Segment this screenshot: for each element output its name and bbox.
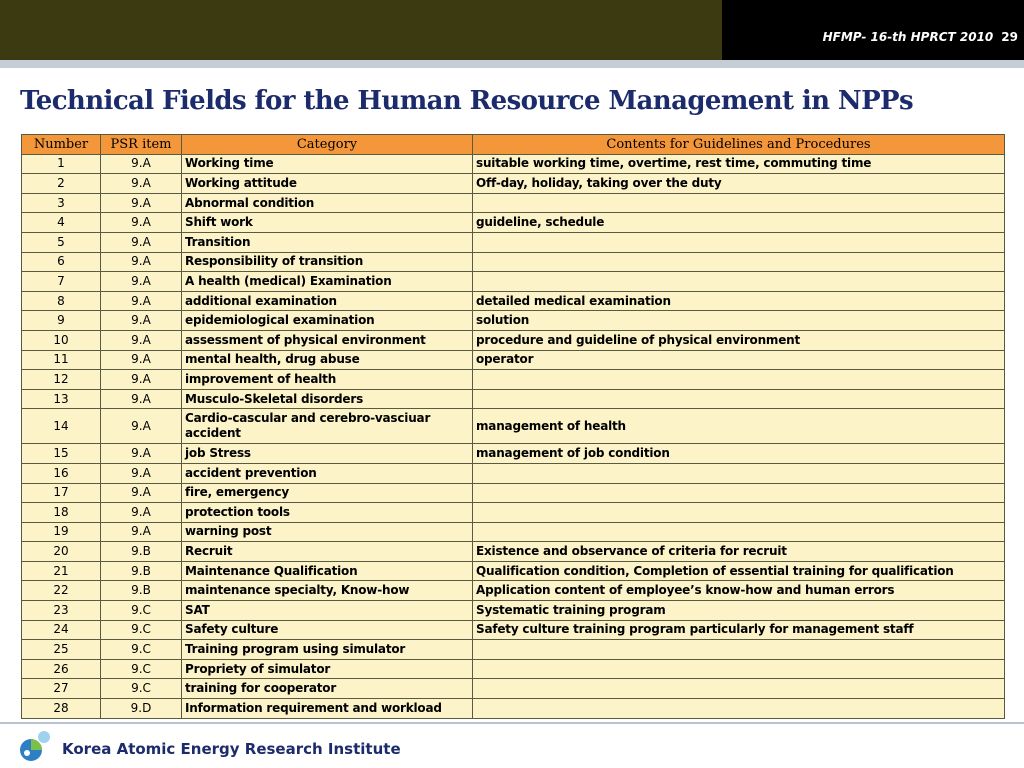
cell-category: Recruit bbox=[182, 542, 473, 562]
cell-category: Transition bbox=[182, 232, 473, 252]
table-row bbox=[22, 503, 1005, 523]
table-row bbox=[22, 561, 1005, 581]
column-header-number: Number bbox=[22, 135, 101, 155]
cell-category: mental health, drug abuse bbox=[182, 350, 473, 370]
cell-category: assessment of physical environment bbox=[182, 330, 473, 350]
cell-contents: Application content of employee’s know-how and human errors bbox=[473, 581, 1005, 601]
cell-number: 7 bbox=[22, 272, 101, 292]
cell-number: 23 bbox=[22, 601, 101, 621]
cell-category: job Stress bbox=[182, 444, 473, 464]
cell-category: SAT bbox=[182, 601, 473, 621]
cell-contents: procedure and guideline of physical environment bbox=[473, 330, 1005, 350]
conference-label: HFMP- 16-th HPRCT 2010 bbox=[822, 30, 994, 44]
cell-contents bbox=[473, 503, 1005, 523]
table-row bbox=[22, 370, 1005, 390]
cell-number: 22 bbox=[22, 581, 101, 601]
cell-contents: guideline, schedule bbox=[473, 213, 1005, 233]
cell-category: A health (medical) Examination bbox=[182, 272, 473, 292]
cell-number: 20 bbox=[22, 542, 101, 562]
cell-psr-item: 9.A bbox=[101, 252, 182, 272]
cell-psr-item: 9.A bbox=[101, 503, 182, 523]
cell-psr-item: 9.A bbox=[101, 272, 182, 292]
table-row bbox=[22, 522, 1005, 542]
cell-number: 16 bbox=[22, 463, 101, 483]
table-row bbox=[22, 699, 1005, 719]
cell-category: Safety culture bbox=[182, 620, 473, 640]
cell-psr-item: 9.A bbox=[101, 370, 182, 390]
cell-contents bbox=[473, 389, 1005, 409]
cell-psr-item: 9.C bbox=[101, 620, 182, 640]
cell-contents bbox=[473, 699, 1005, 719]
table-row bbox=[22, 483, 1005, 503]
cell-contents: Safety culture training program particularly for management staff bbox=[473, 620, 1005, 640]
table-row bbox=[22, 272, 1005, 292]
table-row bbox=[22, 620, 1005, 640]
table-row bbox=[22, 350, 1005, 370]
cell-category: protection tools bbox=[182, 503, 473, 523]
cell-number: 11 bbox=[22, 350, 101, 370]
page-number: 29 bbox=[1001, 30, 1018, 44]
cell-psr-item: 9.A bbox=[101, 330, 182, 350]
cell-number: 10 bbox=[22, 330, 101, 350]
slide-header bbox=[823, 30, 1018, 44]
table-row bbox=[22, 291, 1005, 311]
cell-contents bbox=[473, 252, 1005, 272]
cell-contents bbox=[473, 522, 1005, 542]
cell-contents bbox=[473, 232, 1005, 252]
cell-contents bbox=[473, 640, 1005, 660]
cell-psr-item: 9.A bbox=[101, 154, 182, 174]
cell-number: 17 bbox=[22, 483, 101, 503]
table-row bbox=[22, 252, 1005, 272]
cell-number: 3 bbox=[22, 193, 101, 213]
cell-category: training for cooperator bbox=[182, 679, 473, 699]
slide-title: Technical Fields for the Human Resource Management in NPPs bbox=[20, 86, 914, 116]
cell-category: Musculo-Skeletal disorders bbox=[182, 389, 473, 409]
organization-name: Korea Atomic Energy Research Institute bbox=[62, 740, 401, 758]
cell-psr-item: 9.A bbox=[101, 389, 182, 409]
cell-number: 27 bbox=[22, 679, 101, 699]
cell-contents: solution bbox=[473, 311, 1005, 331]
cell-psr-item: 9.C bbox=[101, 640, 182, 660]
cell-number: 9 bbox=[22, 311, 101, 331]
cell-psr-item: 9.C bbox=[101, 659, 182, 679]
cell-contents bbox=[473, 272, 1005, 292]
table-row bbox=[22, 542, 1005, 562]
cell-contents: Existence and observance of criteria for recruit bbox=[473, 542, 1005, 562]
cell-psr-item: 9.A bbox=[101, 174, 182, 194]
cell-contents: operator bbox=[473, 350, 1005, 370]
table-row bbox=[22, 601, 1005, 621]
cell-contents bbox=[473, 193, 1005, 213]
cell-category: Maintenance Qualification bbox=[182, 561, 473, 581]
cell-number: 24 bbox=[22, 620, 101, 640]
table-row bbox=[22, 389, 1005, 409]
cell-psr-item: 9.A bbox=[101, 193, 182, 213]
cell-number: 19 bbox=[22, 522, 101, 542]
cell-category: Information requirement and workload bbox=[182, 699, 473, 719]
cell-category: improvement of health bbox=[182, 370, 473, 390]
cell-contents: Off-day, holiday, taking over the duty bbox=[473, 174, 1005, 194]
cell-contents: Qualification condition, Completion of essential training for qualification bbox=[473, 561, 1005, 581]
column-header-psr-item: PSR item bbox=[101, 135, 182, 155]
cell-contents bbox=[473, 370, 1005, 390]
cell-number: 5 bbox=[22, 232, 101, 252]
cell-number: 15 bbox=[22, 444, 101, 464]
cell-psr-item: 9.A bbox=[101, 409, 182, 444]
cell-psr-item: 9.A bbox=[101, 522, 182, 542]
cell-contents: management of health bbox=[473, 409, 1005, 444]
cell-category: Training program using simulator bbox=[182, 640, 473, 660]
cell-psr-item: 9.A bbox=[101, 311, 182, 331]
table-row bbox=[22, 154, 1005, 174]
cell-category: maintenance specialty, Know-how bbox=[182, 581, 473, 601]
cell-number: 1 bbox=[22, 154, 101, 174]
cell-category: Abnormal condition bbox=[182, 193, 473, 213]
cell-category: Shift work bbox=[182, 213, 473, 233]
cell-psr-item: 9.C bbox=[101, 679, 182, 699]
footer-divider bbox=[0, 722, 1024, 724]
table-row bbox=[22, 409, 1005, 444]
cell-contents: suitable working time, overtime, rest time, commuting time bbox=[473, 154, 1005, 174]
header-band bbox=[0, 0, 722, 60]
header-divider bbox=[0, 60, 1024, 68]
cell-psr-item: 9.B bbox=[101, 561, 182, 581]
cell-number: 4 bbox=[22, 213, 101, 233]
cell-category: Working attitude bbox=[182, 174, 473, 194]
cell-psr-item: 9.A bbox=[101, 444, 182, 464]
cell-category: warning post bbox=[182, 522, 473, 542]
cell-psr-item: 9.A bbox=[101, 463, 182, 483]
table-row bbox=[22, 581, 1005, 601]
cell-contents bbox=[473, 679, 1005, 699]
kaeri-logo-icon bbox=[14, 728, 54, 764]
table-row bbox=[22, 659, 1005, 679]
table-row bbox=[22, 232, 1005, 252]
cell-number: 28 bbox=[22, 699, 101, 719]
cell-number: 21 bbox=[22, 561, 101, 581]
cell-psr-item: 9.B bbox=[101, 581, 182, 601]
cell-category: Working time bbox=[182, 154, 473, 174]
cell-psr-item: 9.A bbox=[101, 291, 182, 311]
cell-category: epidemiological examination bbox=[182, 311, 473, 331]
cell-number: 8 bbox=[22, 291, 101, 311]
cell-contents bbox=[473, 659, 1005, 679]
cell-contents: Systematic training program bbox=[473, 601, 1005, 621]
cell-psr-item: 9.A bbox=[101, 232, 182, 252]
cell-number: 14 bbox=[22, 409, 101, 444]
table-row bbox=[22, 213, 1005, 233]
cell-psr-item: 9.A bbox=[101, 483, 182, 503]
table-row bbox=[22, 174, 1005, 194]
cell-number: 25 bbox=[22, 640, 101, 660]
cell-psr-item: 9.A bbox=[101, 213, 182, 233]
cell-number: 2 bbox=[22, 174, 101, 194]
table-row bbox=[22, 679, 1005, 699]
cell-number: 6 bbox=[22, 252, 101, 272]
cell-category: additional examination bbox=[182, 291, 473, 311]
table-row bbox=[22, 311, 1005, 331]
cell-category: Cardio-cascular and cerebro-vasciuar accident bbox=[182, 409, 473, 444]
table-row bbox=[22, 444, 1005, 464]
cell-category: Propriety of simulator bbox=[182, 659, 473, 679]
cell-psr-item: 9.C bbox=[101, 601, 182, 621]
cell-psr-item: 9.D bbox=[101, 699, 182, 719]
table-row bbox=[22, 463, 1005, 483]
cell-category: Responsibility of transition bbox=[182, 252, 473, 272]
cell-number: 18 bbox=[22, 503, 101, 523]
hr-fields-table bbox=[21, 134, 1005, 719]
cell-number: 12 bbox=[22, 370, 101, 390]
cell-number: 26 bbox=[22, 659, 101, 679]
cell-contents: detailed medical examination bbox=[473, 291, 1005, 311]
cell-category: fire, emergency bbox=[182, 483, 473, 503]
cell-category: accident prevention bbox=[182, 463, 473, 483]
cell-contents: management of job condition bbox=[473, 444, 1005, 464]
cell-psr-item: 9.B bbox=[101, 542, 182, 562]
table-row bbox=[22, 640, 1005, 660]
table-body bbox=[22, 154, 1005, 718]
cell-contents bbox=[473, 483, 1005, 503]
cell-contents bbox=[473, 463, 1005, 483]
cell-number: 13 bbox=[22, 389, 101, 409]
column-header-contents: Contents for Guidelines and Procedures bbox=[473, 135, 1005, 155]
cell-psr-item: 9.A bbox=[101, 350, 182, 370]
table-row bbox=[22, 330, 1005, 350]
table-header-row bbox=[22, 135, 1005, 155]
column-header-category: Category bbox=[182, 135, 473, 155]
table-row bbox=[22, 193, 1005, 213]
